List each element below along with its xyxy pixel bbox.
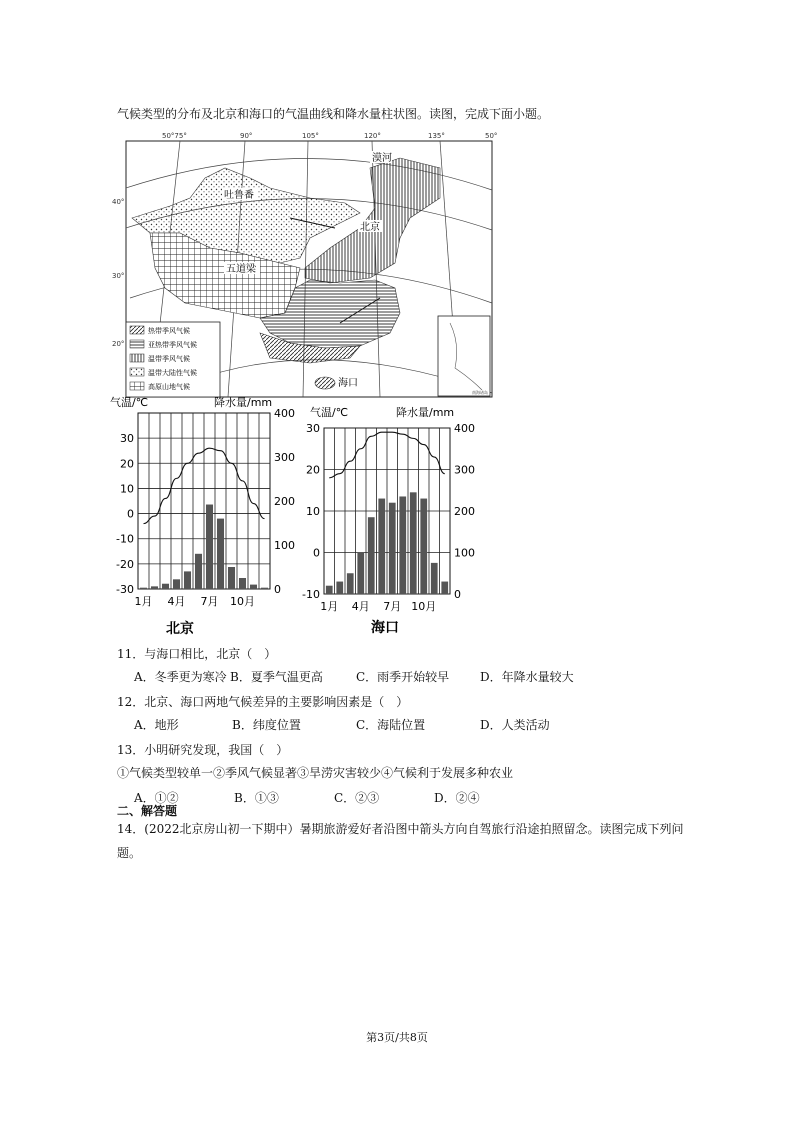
haikou-precip-axis-label: 降水量/mm: [396, 406, 455, 419]
q12-option-b[interactable]: B．纬度位置: [232, 718, 301, 732]
haikou-precip-bar: [326, 586, 333, 594]
beijing-precip-bar: [195, 554, 202, 589]
beijing-precip-bar: [151, 586, 158, 589]
q13-option-c[interactable]: C．②③: [334, 791, 380, 805]
legend-temperate-monsoon: 温带季风气候: [148, 355, 190, 363]
haikou-chart-title: 海口: [371, 620, 399, 636]
q13-option-a[interactable]: A．①②: [134, 791, 179, 805]
q13-stem: 13．小明研究发现，我国（ ）: [117, 743, 289, 757]
lon-label-105: 105°: [302, 132, 319, 140]
q11-option-b[interactable]: B．夏季气温更高: [230, 670, 323, 684]
haikou-precip-tick: 200: [454, 505, 475, 518]
legend-plateau: 高原山地气候: [148, 383, 190, 391]
climate-map: [110, 128, 500, 400]
beijing-precip-axis-label: 降水量/mm: [214, 396, 273, 409]
q11-option-c[interactable]: C．雨季开始较早: [356, 670, 450, 684]
haikou-precip-tick: 0: [454, 588, 461, 601]
q11-option-a[interactable]: A．冬季更为寒冷: [134, 670, 227, 684]
inset-label: 南海诸岛: [472, 390, 488, 395]
q13-option-b[interactable]: B．①③: [234, 791, 279, 805]
haikou-temp-axis-label: 气温/℃: [310, 406, 349, 419]
legend-tropical: 热带季风气候: [148, 327, 190, 335]
haikou-month-label: 1月: [320, 600, 339, 613]
place-wudaoliang: 五道梁: [226, 264, 256, 275]
haikou-precip-bar: [389, 503, 396, 594]
lon-label-75: 50°75°: [162, 132, 187, 140]
beijing-temp-tick: 20: [120, 457, 134, 471]
lon-label-120: 120°: [364, 132, 381, 140]
beijing-precip-tick: 0: [274, 583, 281, 596]
haikou-temp-tick: 0: [313, 546, 320, 560]
haikou-precip-bar: [347, 573, 354, 594]
q14-line2: 题。: [117, 846, 142, 860]
haikou-month-label: 4月: [351, 600, 370, 613]
haikou-precip-bar: [399, 496, 406, 594]
south-sea-inset: [438, 316, 490, 396]
q13-option-d[interactable]: D．②④: [434, 791, 480, 805]
haikou-precip-bar: [431, 563, 438, 594]
legend-temperate-continental: 温带大陆性气候: [148, 369, 197, 377]
hainan-island: [315, 377, 335, 389]
page-footer: 第3页/共8页: [366, 1031, 428, 1044]
beijing-precip-bar: [228, 567, 235, 589]
haikou-temp-tick: 30: [306, 422, 320, 435]
lat-label-40: 40°: [112, 198, 125, 206]
beijing-month-label: 7月: [200, 595, 219, 608]
haikou-precip-tick: 400: [454, 422, 475, 435]
beijing-temp-tick: 30: [120, 432, 134, 446]
haikou-precip-bar: [368, 517, 375, 594]
place-haikou: 海口: [338, 378, 358, 389]
beijing-climate-chart: [110, 393, 295, 638]
section-heading: 二、解答题: [117, 804, 178, 818]
lat-label-20: 20°: [112, 340, 125, 348]
q14-line1: 14．(2022北京房山初一下期中）暑期旅游爱好者沿图中箭头方向自驾旅行沿途拍照留念。读图完成下列问: [117, 822, 684, 836]
q12-stem: 12．北京、海口两地气候差异的主要影响因素是（ ）: [117, 695, 409, 709]
beijing-precip-bar: [140, 588, 147, 589]
beijing-chart-title: 北京: [166, 621, 194, 637]
place-heihe: 漠河: [372, 153, 392, 164]
beijing-month-label: 10月: [230, 595, 255, 608]
place-turpan: 吐鲁番: [224, 190, 254, 201]
legend-subtropical: 亚热带季风气候: [148, 341, 197, 349]
lon-label-135: 135°: [428, 132, 445, 140]
lon-label-90: 90°: [240, 132, 253, 140]
beijing-precip-tick: 100: [274, 539, 295, 552]
haikou-precip-bar: [378, 499, 385, 594]
beijing-temp-tick: 10: [120, 482, 134, 496]
haikou-precip-bar: [420, 499, 427, 594]
haikou-temp-tick: 10: [306, 505, 320, 518]
haikou-temp-tick: -10: [302, 588, 320, 601]
beijing-precip-bar: [173, 579, 180, 589]
q11-option-d[interactable]: D．年降水量较大: [480, 670, 574, 684]
q13-statements: ①气候类型较单一②季风气候显著③旱涝灾害较少④气候利于发展多种农业: [117, 766, 514, 780]
beijing-temp-tick: 0: [127, 507, 134, 521]
beijing-temp-tick: -30: [116, 583, 134, 596]
beijing-precip-bar: [217, 519, 224, 589]
beijing-precip-bar: [250, 585, 257, 589]
lat-label-30: 30°: [112, 272, 125, 280]
beijing-month-label: 4月: [167, 595, 186, 608]
haikou-precip-bar: [336, 582, 343, 594]
beijing-temp-tick: -10: [116, 532, 134, 546]
haikou-precip-tick: 300: [454, 463, 475, 477]
beijing-precip-bar: [206, 505, 213, 589]
haikou-month-label: 10月: [411, 600, 437, 613]
haikou-climate-chart: [300, 404, 480, 638]
haikou-precip-bar: [357, 553, 364, 595]
haikou-precip-bar: [410, 492, 417, 594]
map-legend: [126, 322, 220, 397]
haikou-month-label: 7月: [383, 600, 402, 613]
beijing-temp-axis-label: 气温/℃: [110, 396, 149, 409]
place-beijing: 北京: [360, 222, 380, 233]
q12-option-d[interactable]: D．人类活动: [480, 718, 550, 732]
q12-option-c[interactable]: C．海陆位置: [356, 718, 426, 732]
q12-option-a[interactable]: A．地形: [134, 718, 179, 732]
beijing-precip-tick: 300: [274, 451, 295, 464]
haikou-precip-bar: [441, 582, 448, 594]
haikou-precip-tick: 100: [454, 546, 475, 560]
beijing-temp-tick: -20: [116, 557, 134, 571]
intro-text: 气候类型的分布及北京和海口的气温曲线和降水量柱状图。读图，完成下面小题。: [117, 107, 550, 121]
q11-stem: 11．与海口相比，北京（ ）: [117, 647, 277, 661]
haikou-temp-tick: 20: [306, 463, 320, 477]
beijing-precip-tick: 200: [274, 495, 295, 508]
beijing-precip-bar: [184, 571, 191, 589]
lon-label-50: 50°: [485, 132, 498, 140]
beijing-precip-bar: [239, 578, 246, 589]
beijing-precip-tick: 400: [274, 407, 295, 420]
beijing-month-label: 1月: [134, 595, 153, 608]
beijing-precip-bar: [162, 584, 169, 589]
beijing-precip-bar: [261, 588, 268, 589]
